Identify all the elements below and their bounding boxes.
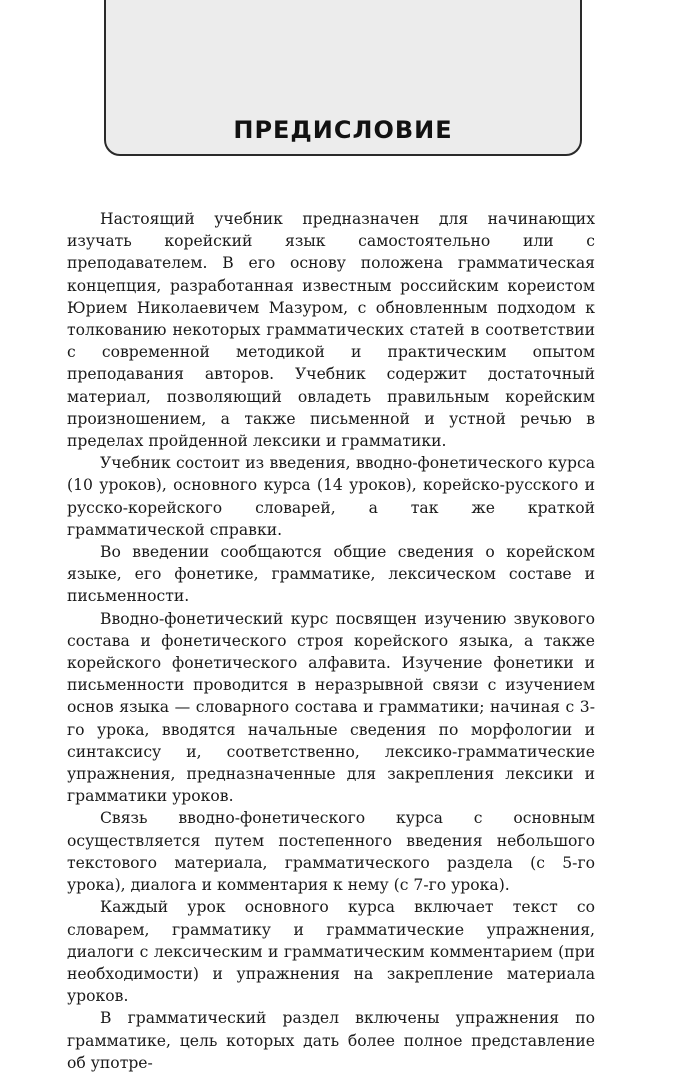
paragraph: В грамматический раздел включены упражнения по грамматике, цель которых дать более полное представление об употре-: [67, 1009, 595, 1072]
paragraph: Каждый урок основного курса включает текст со словарем, грамматику и грамматические упражнения, диалоги с лексическим и грамматическим комментарием (при необходимости) и упражнения на закрепление материала уроков.: [67, 898, 595, 1006]
paragraph: Учебник состоит из введения, вводно-фонетического курса (10 уроков), основного курса (14 уроков), корейско-русского и русско-корейского словарей, а так же краткой грамматической справки.: [67, 454, 595, 539]
paragraph: Во введении сообщаются общие сведения о корейском языке, его фонетике, грамматике, лексическом составе и письменности.: [67, 543, 595, 606]
preface-body: [67, 208, 595, 1074]
paragraph: Настоящий учебник предназначен для начинающих изучать корейский язык самостоятельно или с преподавателем. В его основу положена грамматическая концепция, разработанная известным российским кореистом Юрием Николаевичем Мазуром, с обновленным подходом к толкованию некоторых грамматических статей в соответствии с современной методикой и практическим опытом преподавания авторов. Учебник содержит достаточный материал, позволяющий овладеть правильным корейским произношением, а также письменной и устной речью в пределах пройденной лексики и грамматики.: [67, 210, 595, 451]
paragraph: Связь вводно-фонетического курса с основным осуществляется путем постепенного введения небольшого текстового материала, грамматического раздела (с 5-го урока), диалога и комментария к нему (с 7-го урока).: [67, 809, 595, 895]
chapter-title: ПРЕДИСЛОВИЕ: [233, 116, 453, 144]
chapter-header-box: [104, 0, 582, 156]
paragraph: Вводно-фонетический курс посвящен изучению звукового состава и фонетического строя корейского языка, а также корейского фонетического алфавита. Изучение фонетики и письменности проводится в неразрывной связи с изучением основ языка — словарного состава и грамматики; начиная с 3-го урока, вводятся начальные сведения по морфологии и синтаксису и, соответственно, лексико-грамматические упражнения, предназначенные для закрепления лексики и грамматики уроков.: [67, 609, 595, 806]
